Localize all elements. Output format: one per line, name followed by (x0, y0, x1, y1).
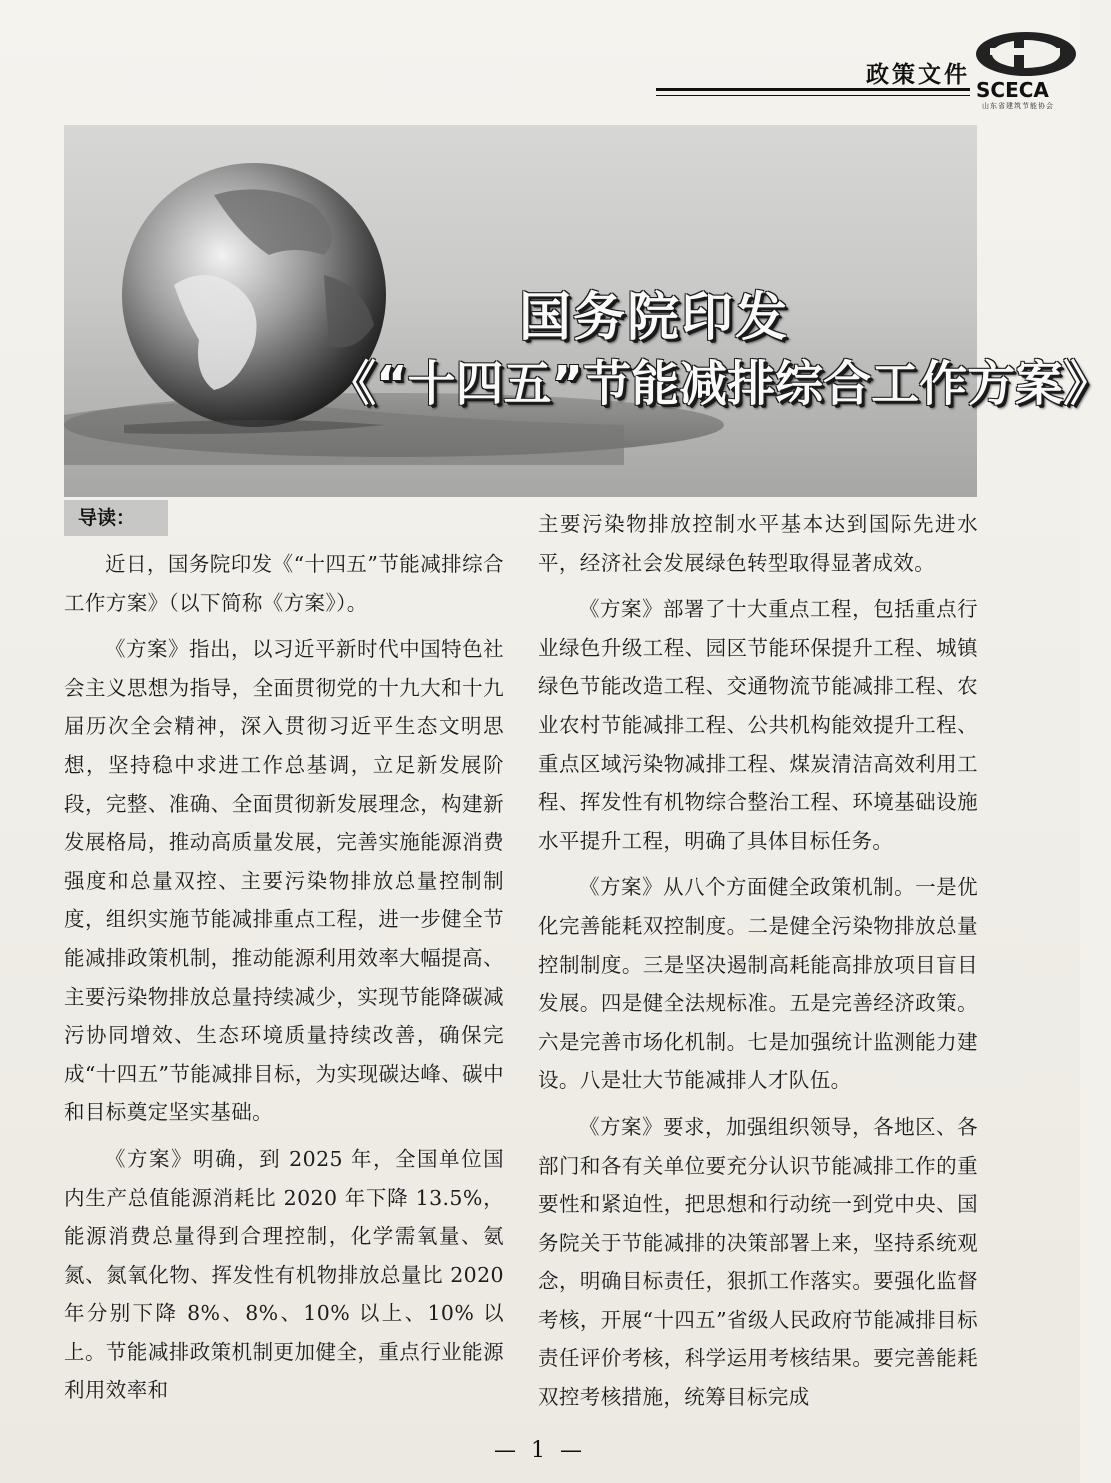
left-column (64, 505, 504, 1418)
paragraph-requirements: 《方案》要求，加强组织领导，各地区、各部门和各有关单位要充分认识节能减排工作的重要性和紧迫性，把思想和行动统一到党中央、国务院关于节能减排的决策部署上来，坚持系统观念，明确目标责任，狠抓工作落实。要强化监督考核，开展“十四五”省级人民政府节能减排目标责任评价考核，科学运用考核结果。要完善能耗双控考核措施，统筹目标完成 (538, 1114, 978, 1410)
paragraph-intro: 近日，国务院印发《“十四五”节能减排综合工作方案》（以下简称《方案》）。 (64, 552, 504, 615)
page-header (0, 0, 1080, 110)
banner-title-line2: 《“十四五”节能减排综合工作方案》 (328, 356, 1111, 412)
section-title: 政策文件 (866, 62, 970, 88)
header-rule-thin (656, 95, 970, 96)
right-column (538, 505, 978, 1425)
intro-label: 导读： (64, 500, 168, 536)
logo-text: SCECA (976, 78, 1049, 102)
paragraph-guidance: 《方案》指出，以习近平新时代中国特色社会主义思想为指导，全面贯彻党的十九大和十九届历次全会精神，深入贯彻习近平生态文明思想，坚持稳中求进工作总基调，立足新发展阶段，完整、准确、全面贯彻新发展理念，构建新发展格局，推动高质量发展，完善实施能源消费强度和总量双控、主要污染物排放总量控制制度，组织实施节能减排重点工程，进一步健全节能减排政策机制，推动能源利用效率大幅提高、主要污染物排放总量持续减少，实现节能降碳减污协同增效、生态环境质量持续改善，确保完成“十四五”节能减排目标，为实现碳达峰、碳中和目标奠定坚实基础。 (64, 637, 504, 1125)
banner-title-line1: 国务院印发 (519, 288, 790, 348)
header-rule (656, 88, 970, 91)
paragraph-policy-mechanisms: 《方案》从八个方面健全政策机制。一是优化完善能耗双控制度。二是健全污染物排放总量控制制度。三是坚决遏制高耗能高排放项目盲目发展。四是健全法规标准。五是完善经济政策。六是完善市场化机制。七是加强统计监测能力建设。八是壮大节能减排人才队伍。 (538, 875, 978, 1093)
paragraph-key-projects: 《方案》部署了十大重点工程，包括重点行业绿色升级工程、园区节能环保提升工程、城镇绿色节能改造工程、交通物流节能减排工程、农业农村节能减排工程、公共机构能效提升工程、重点区域污染物减排工程、煤炭清洁高效利用工程、挥发性有机物综合整治工程、环境基础设施水平提升工程，明确了具体目标任务。 (538, 597, 978, 853)
title-banner (64, 125, 1111, 497)
paragraph-targets: 《方案》明确，到 2025 年，全国单位国内生产总值能源消耗比 2020 年下降 13.5%，能源消费总量得到合理控制，化学需氧量、氨氮、氮氧化物、挥发性有机物排放总量比 2020 年分别下降 8%、8%、10% 以上、10% 以上。节能减排政策机制更加健全，重点行业能源利用效率和 (64, 1146, 504, 1403)
page-number: — 1 — (494, 1438, 586, 1463)
logo-subtitle: 山东省建筑节能协会 (982, 102, 1054, 110)
paragraph-targets-continued: 主要污染物排放控制水平基本达到国际先进水平，经济社会发展绿色转型取得显著成效。 (538, 512, 978, 575)
